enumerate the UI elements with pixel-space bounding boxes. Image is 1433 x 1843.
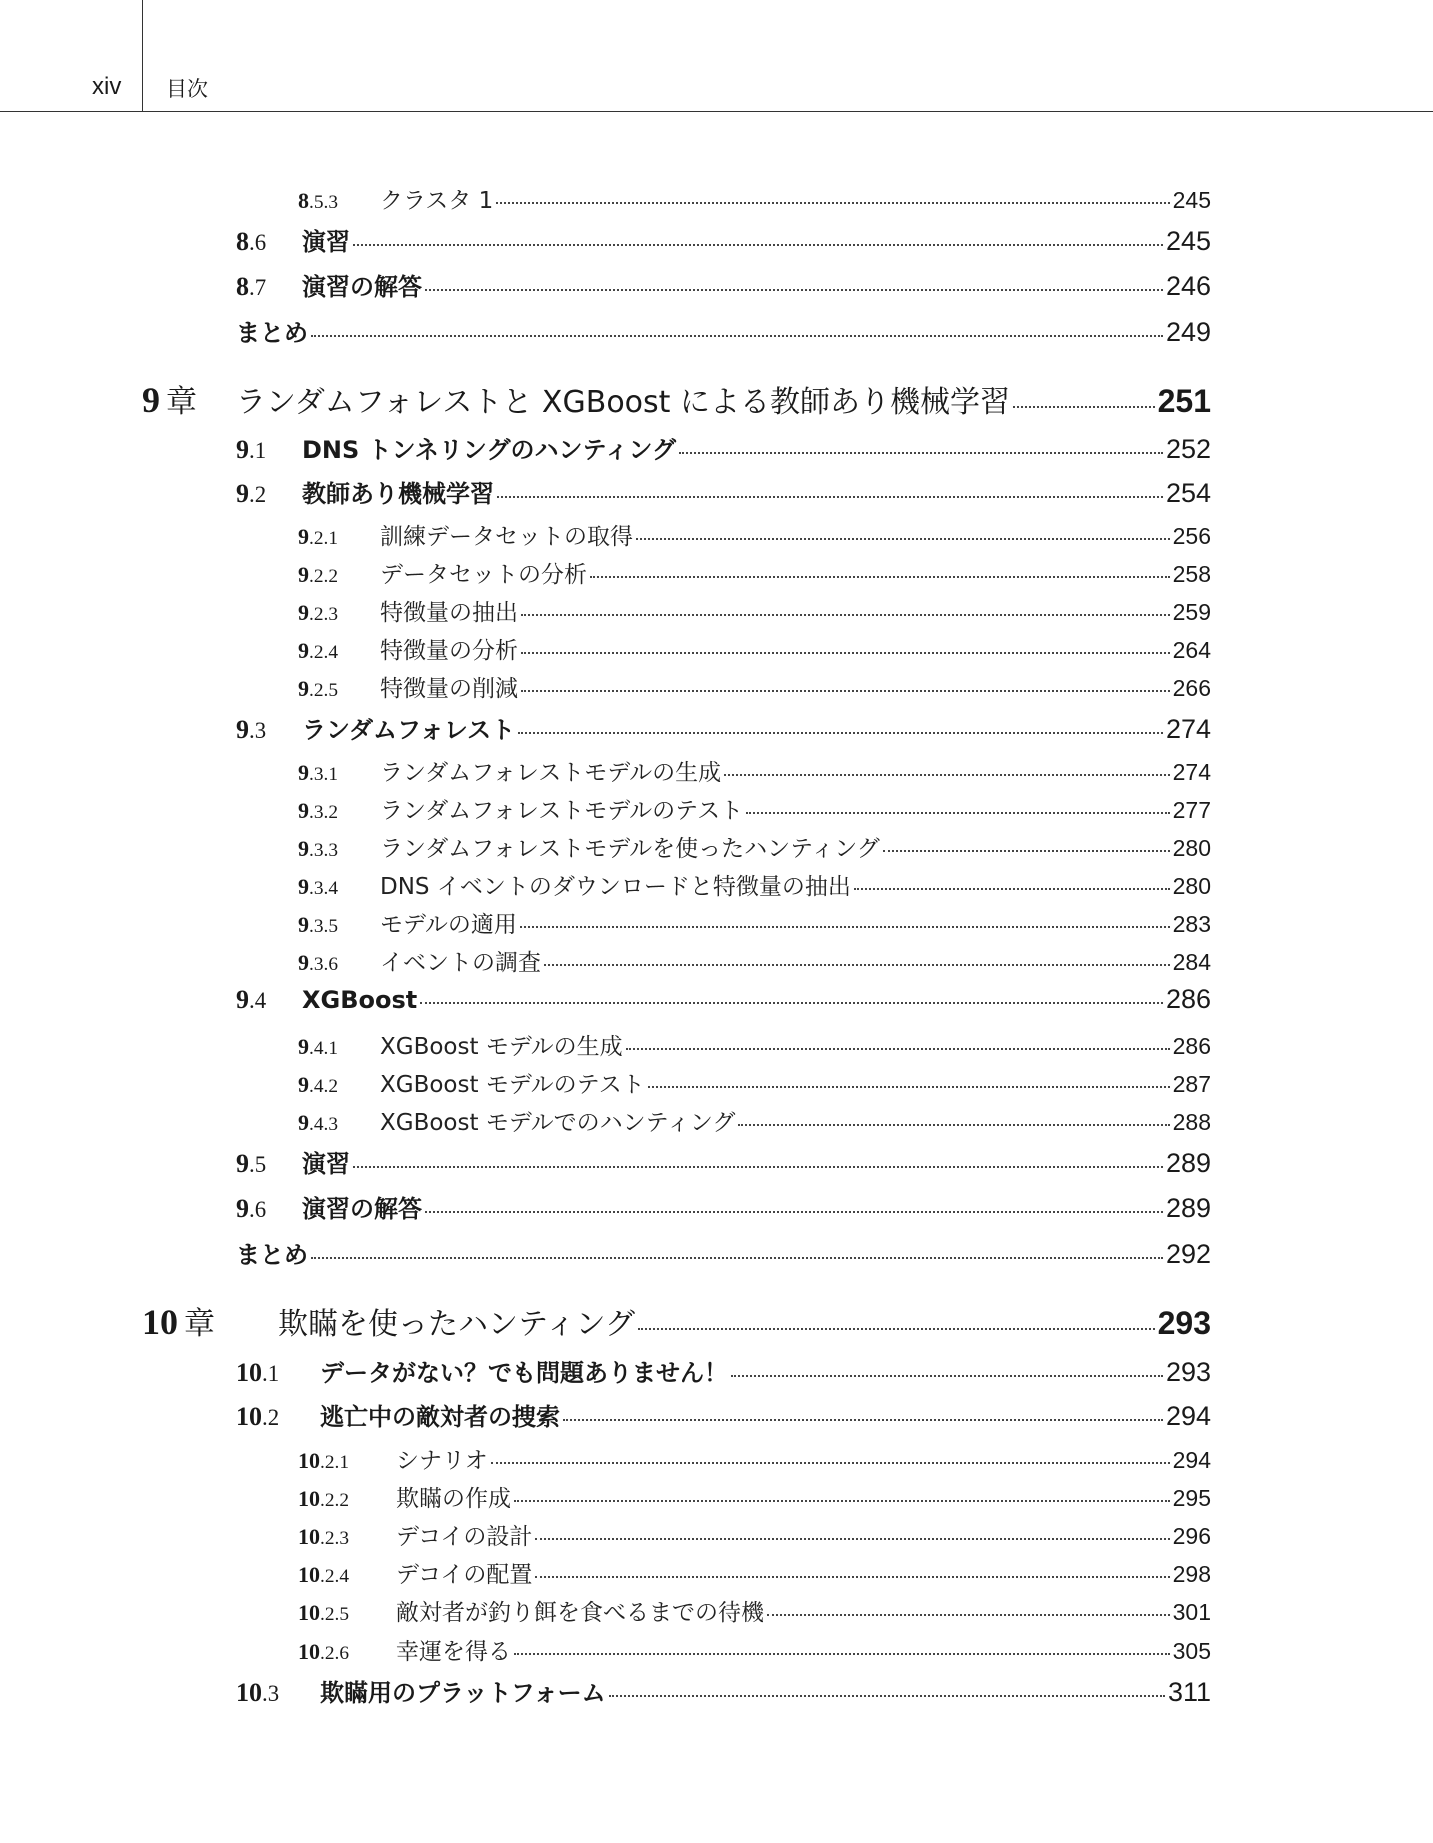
- toc-page-number: 295: [1172, 1485, 1211, 1511]
- toc-title: DNS トンネリングのハンティング: [302, 436, 677, 464]
- toc-number-rest: .2.3: [309, 604, 339, 625]
- toc-number-main: 9: [236, 1149, 249, 1178]
- dot-leader: [679, 452, 1163, 454]
- dot-leader: [497, 496, 1163, 498]
- dot-leader: [311, 1257, 1163, 1259]
- toc-title: データがない？でも問題ありません！: [320, 1359, 728, 1387]
- toc-page-number: 289: [1165, 1148, 1211, 1178]
- toc-number-rest: .2.1: [320, 1452, 350, 1473]
- toc-number-rest: .2.4: [320, 1566, 350, 1587]
- toc-subsection-10-2-3[interactable]: [298, 1518, 1211, 1548]
- toc-page-number: 251: [1157, 383, 1211, 419]
- toc-number-rest: .2.4: [309, 642, 339, 663]
- dot-leader: [535, 1576, 1169, 1578]
- toc-title: 特徴量の分析: [380, 638, 518, 664]
- toc-number-main: 10: [236, 1678, 262, 1707]
- toc-subsection-10-2-6[interactable]: [298, 1633, 1211, 1663]
- toc-number-rest: .4.3: [309, 1114, 339, 1135]
- toc-number-rest: .3.2: [309, 802, 339, 823]
- toc-number-main: 10: [298, 1448, 320, 1473]
- toc-section-9-5[interactable]: [236, 1144, 1211, 1178]
- toc-number-rest: .2.6: [320, 1643, 350, 1664]
- toc-title: 敵対者が釣り餌を食べるまでの待機: [396, 1600, 764, 1626]
- dot-leader: [854, 888, 1170, 890]
- dot-leader: [724, 774, 1170, 776]
- toc-page-number: 298: [1172, 1561, 1211, 1587]
- toc-number-rest: .5.3: [309, 192, 339, 213]
- toc-subsection-9-2-5[interactable]: [298, 670, 1211, 700]
- toc-page-number: 294: [1172, 1447, 1211, 1473]
- toc-title: 欺瞞用のプラットフォーム: [320, 1679, 606, 1707]
- toc-number-rest: .3.4: [309, 878, 339, 899]
- toc-number-main: 10: [298, 1639, 320, 1664]
- toc-title: デコイの配置: [396, 1562, 533, 1588]
- toc-title: ランダムフォレスト: [302, 716, 516, 744]
- toc-page-number: 266: [1172, 675, 1211, 701]
- toc-subsection-9-2-4[interactable]: [298, 632, 1211, 662]
- toc-title: 特徴量の削減: [380, 676, 518, 702]
- toc-chapter-9[interactable]: [142, 376, 1211, 420]
- toc-title: ランダムフォレストモデルを使ったハンティング: [380, 836, 880, 862]
- toc-title: モデルの適用: [380, 912, 517, 938]
- toc-section-10-3[interactable]: [236, 1673, 1211, 1707]
- toc-subsection-9-2-3[interactable]: [298, 594, 1211, 624]
- toc-number-rest: .4.1: [309, 1038, 339, 1059]
- toc-number-rest: .3: [249, 718, 267, 743]
- toc-number-main: 9: [236, 985, 249, 1014]
- toc-number-main: 10: [298, 1486, 320, 1511]
- toc-page-number: 246: [1165, 271, 1211, 301]
- toc-title: XGBoost モデルの生成: [380, 1034, 623, 1060]
- toc-subsection-9-2-2[interactable]: [298, 556, 1211, 586]
- toc-number-rest: .3.1: [309, 764, 339, 785]
- toc-page-number: 294: [1165, 1401, 1211, 1431]
- toc-title: 訓練データセットの取得: [380, 524, 633, 550]
- toc-number-rest: .1: [262, 1361, 280, 1386]
- toc-number-main: 10: [236, 1358, 262, 1387]
- toc-title: 欺瞞を使ったハンティング: [278, 1307, 635, 1342]
- toc-page-number: 280: [1172, 873, 1211, 899]
- toc-number-rest: .1: [249, 438, 267, 463]
- toc-number-rest: .3: [262, 1681, 280, 1706]
- toc-number-rest: 章: [166, 384, 197, 420]
- toc-number-main: 10: [298, 1524, 320, 1549]
- dot-leader: [544, 964, 1170, 966]
- toc-number-main: 9: [236, 715, 249, 744]
- dot-leader: [496, 202, 1169, 204]
- toc-number-main: 9: [142, 380, 160, 420]
- toc-title: デコイの設計: [396, 1524, 533, 1550]
- toc-subsection-9-3-4[interactable]: [298, 868, 1211, 898]
- toc-subsection-9-4-3[interactable]: [298, 1104, 1211, 1134]
- toc-title: XGBoost モデルのテスト: [380, 1072, 645, 1098]
- dot-leader: [535, 1538, 1169, 1540]
- dot-leader: [626, 1048, 1170, 1050]
- toc-number-rest: .6: [249, 230, 267, 255]
- toc-number-rest: .6: [249, 1197, 267, 1222]
- dot-leader: [311, 335, 1163, 337]
- toc-subsection-8-5-3[interactable]: [298, 182, 1211, 212]
- toc-page-number: 301: [1172, 1599, 1211, 1625]
- dot-leader: [520, 926, 1170, 928]
- toc-page-number: 292: [1165, 1239, 1211, 1269]
- dot-leader: [353, 1166, 1163, 1168]
- toc-number-main: 10: [236, 1402, 262, 1431]
- toc-section-8-7[interactable]: [236, 267, 1211, 301]
- toc-number-main: 10: [142, 1302, 178, 1342]
- toc-number-main: 9: [298, 760, 309, 785]
- dot-leader: [767, 1614, 1170, 1616]
- toc-title: イベントの調査: [380, 950, 541, 976]
- toc-number-rest: .3.3: [309, 840, 339, 861]
- toc-page-number: 293: [1157, 1305, 1211, 1341]
- toc-page-number: 280: [1172, 835, 1211, 861]
- dot-leader: [521, 652, 1170, 654]
- running-title: 目次: [166, 77, 208, 101]
- toc-title: シナリオ: [396, 1448, 488, 1474]
- toc-section-8-6[interactable]: [236, 222, 1211, 256]
- toc-number-rest: .2.5: [320, 1604, 350, 1625]
- header-divider: [142, 0, 143, 111]
- toc-page-number: 252: [1165, 434, 1211, 464]
- dot-leader: [514, 1500, 1170, 1502]
- toc-title: 演習: [302, 228, 350, 256]
- toc-title: クラスタ 1: [380, 188, 494, 214]
- toc-page-number: 289: [1165, 1193, 1211, 1223]
- dot-leader: [636, 538, 1170, 540]
- toc-title: ランダムフォレストと XGBoost による教師あり機械学習: [236, 385, 1010, 420]
- toc-number-rest: .5: [249, 1152, 267, 1177]
- toc-number-rest: .2.5: [309, 680, 339, 701]
- toc-number-main: 9: [236, 1194, 249, 1223]
- page-header: [0, 0, 1433, 112]
- dot-leader: [883, 850, 1170, 852]
- toc-number-main: 9: [236, 435, 249, 464]
- toc-page-number: 288: [1172, 1109, 1211, 1135]
- toc-number-main: 9: [298, 600, 309, 625]
- toc-title: 演習の解答: [302, 273, 422, 301]
- toc-title: 特徴量の抽出: [380, 600, 518, 626]
- toc-subsection-9-4-2[interactable]: [298, 1066, 1211, 1096]
- toc-page-number: 254: [1165, 478, 1211, 508]
- dot-leader: [746, 812, 1169, 814]
- toc-page-number: 264: [1172, 637, 1211, 663]
- toc-number-rest: .2.3: [320, 1528, 350, 1549]
- dot-leader: [518, 732, 1163, 734]
- toc-number-rest: .2.1: [309, 528, 339, 549]
- toc-subsection-9-4-1[interactable]: [298, 1028, 1211, 1058]
- toc-subsection-10-2-2[interactable]: [298, 1480, 1211, 1510]
- toc-title: 幸運を得る: [396, 1639, 511, 1665]
- toc-number-main: 9: [298, 874, 309, 899]
- toc-title: データセットの分析: [380, 562, 587, 588]
- toc-page-number: 283: [1172, 911, 1211, 937]
- toc-section-10-1[interactable]: [236, 1353, 1211, 1387]
- dot-leader: [425, 289, 1163, 291]
- toc-number-rest: .7: [249, 275, 267, 300]
- toc-subsection-9-3-3[interactable]: [298, 830, 1211, 860]
- toc-page-number: 287: [1172, 1071, 1211, 1097]
- toc-summary-ch8[interactable]: [236, 313, 1211, 347]
- toc-title: まとめ: [236, 319, 308, 347]
- toc-title: 演習: [302, 1150, 350, 1178]
- toc-number-main: 9: [298, 836, 309, 861]
- toc-section-9-4[interactable]: [236, 984, 1211, 1018]
- toc-page-number: 296: [1172, 1523, 1211, 1549]
- dot-leader: [353, 244, 1163, 246]
- toc-number-rest: .3.6: [309, 954, 339, 975]
- toc-title: DNS イベントのダウンロードと特徴量の抽出: [380, 874, 851, 900]
- toc-page-number: 259: [1172, 599, 1211, 625]
- dot-leader: [425, 1211, 1163, 1213]
- toc-number-rest: .3.5: [309, 916, 339, 937]
- dot-leader: [514, 1653, 1170, 1655]
- toc-subsection-9-3-5[interactable]: [298, 906, 1211, 936]
- toc-number-rest: .4.2: [309, 1076, 339, 1097]
- dot-leader: [563, 1419, 1163, 1421]
- toc-number-rest: .2.2: [309, 566, 339, 587]
- dot-leader: [648, 1086, 1170, 1088]
- dot-leader: [638, 1328, 1155, 1330]
- toc-chapter-10[interactable]: [142, 1298, 1211, 1342]
- toc-title: ランダムフォレストモデルの生成: [380, 760, 722, 786]
- toc-number-main: 9: [298, 1034, 309, 1059]
- toc-subsection-10-2-5[interactable]: [298, 1594, 1211, 1624]
- toc-number-main: 9: [298, 676, 309, 701]
- toc-section-10-2[interactable]: [236, 1397, 1211, 1431]
- toc-page-number: 249: [1165, 317, 1211, 347]
- toc-page-number: 284: [1172, 949, 1211, 975]
- toc-page-number: 277: [1172, 797, 1211, 823]
- toc-number-main: 9: [298, 1110, 309, 1135]
- dot-leader: [521, 614, 1170, 616]
- toc-subsection-10-2-1[interactable]: [298, 1442, 1211, 1472]
- toc-page-number: 274: [1165, 714, 1211, 744]
- toc-section-9-3[interactable]: [236, 710, 1211, 744]
- toc-subsection-9-3-2[interactable]: [298, 792, 1211, 822]
- toc-number-main: 8: [236, 227, 249, 256]
- toc-page-number: 311: [1167, 1677, 1211, 1707]
- toc-title: 欺瞞の作成: [396, 1486, 511, 1512]
- dot-leader: [491, 1462, 1170, 1464]
- toc-section-9-2[interactable]: [236, 474, 1211, 508]
- toc-page-number: 274: [1172, 759, 1211, 785]
- toc-section-9-1[interactable]: [236, 430, 1211, 464]
- dot-leader: [738, 1124, 1169, 1126]
- toc-page-number: 256: [1172, 523, 1211, 549]
- toc-title: 教師あり機械学習: [302, 480, 494, 508]
- toc-number-rest: .2: [262, 1405, 280, 1430]
- toc-subsection-9-3-1[interactable]: [298, 754, 1211, 784]
- toc-page-number: 245: [1172, 187, 1211, 213]
- page-number: xiv: [92, 73, 122, 100]
- toc-title: まとめ: [236, 1241, 308, 1269]
- toc-subsection-9-3-6[interactable]: [298, 944, 1211, 974]
- toc-page-number: 286: [1165, 984, 1211, 1014]
- toc-number-main: 8: [298, 188, 309, 213]
- dot-leader: [731, 1375, 1163, 1377]
- toc-page-number: 305: [1172, 1638, 1211, 1664]
- toc-title: XGBoost モデルでのハンティング: [380, 1110, 736, 1136]
- toc-number-rest: .2: [249, 482, 267, 507]
- toc-number-main: 9: [298, 524, 309, 549]
- toc-page-number: 245: [1165, 226, 1211, 256]
- dot-leader: [420, 1002, 1163, 1004]
- toc-summary-ch9[interactable]: [236, 1235, 1211, 1269]
- toc-title: 演習の解答: [302, 1195, 422, 1223]
- toc-page-number: 293: [1165, 1357, 1211, 1387]
- toc-title: XGBoost: [302, 986, 418, 1014]
- dot-leader: [590, 576, 1170, 578]
- toc-number-main: 9: [298, 1072, 309, 1097]
- toc-number-rest: .2.2: [320, 1490, 350, 1511]
- toc-subsection-10-2-4[interactable]: [298, 1556, 1211, 1586]
- toc-number-rest: .4: [249, 988, 267, 1013]
- dot-leader: [1013, 406, 1155, 408]
- toc-section-9-6[interactable]: [236, 1189, 1211, 1223]
- toc-number-main: 9: [298, 950, 309, 975]
- toc-number-main: 10: [298, 1600, 320, 1625]
- toc-title: ランダムフォレストモデルのテスト: [380, 798, 744, 824]
- toc-number-main: 10: [298, 1562, 320, 1587]
- toc-page-number: 258: [1172, 561, 1211, 587]
- toc-number-main: 9: [236, 479, 249, 508]
- toc-number-main: 9: [298, 798, 309, 823]
- toc-number-main: 9: [298, 638, 309, 663]
- toc-number-main: 9: [298, 912, 309, 937]
- toc-subsection-9-2-1[interactable]: [298, 518, 1211, 548]
- toc-number-main: 8: [236, 272, 249, 301]
- toc-number-main: 9: [298, 562, 309, 587]
- dot-leader: [609, 1695, 1165, 1697]
- toc-number-rest: 章: [184, 1306, 215, 1342]
- dot-leader: [521, 690, 1170, 692]
- toc-title: 逃亡中の敵対者の捜索: [320, 1403, 560, 1431]
- toc-page-number: 286: [1172, 1033, 1211, 1059]
